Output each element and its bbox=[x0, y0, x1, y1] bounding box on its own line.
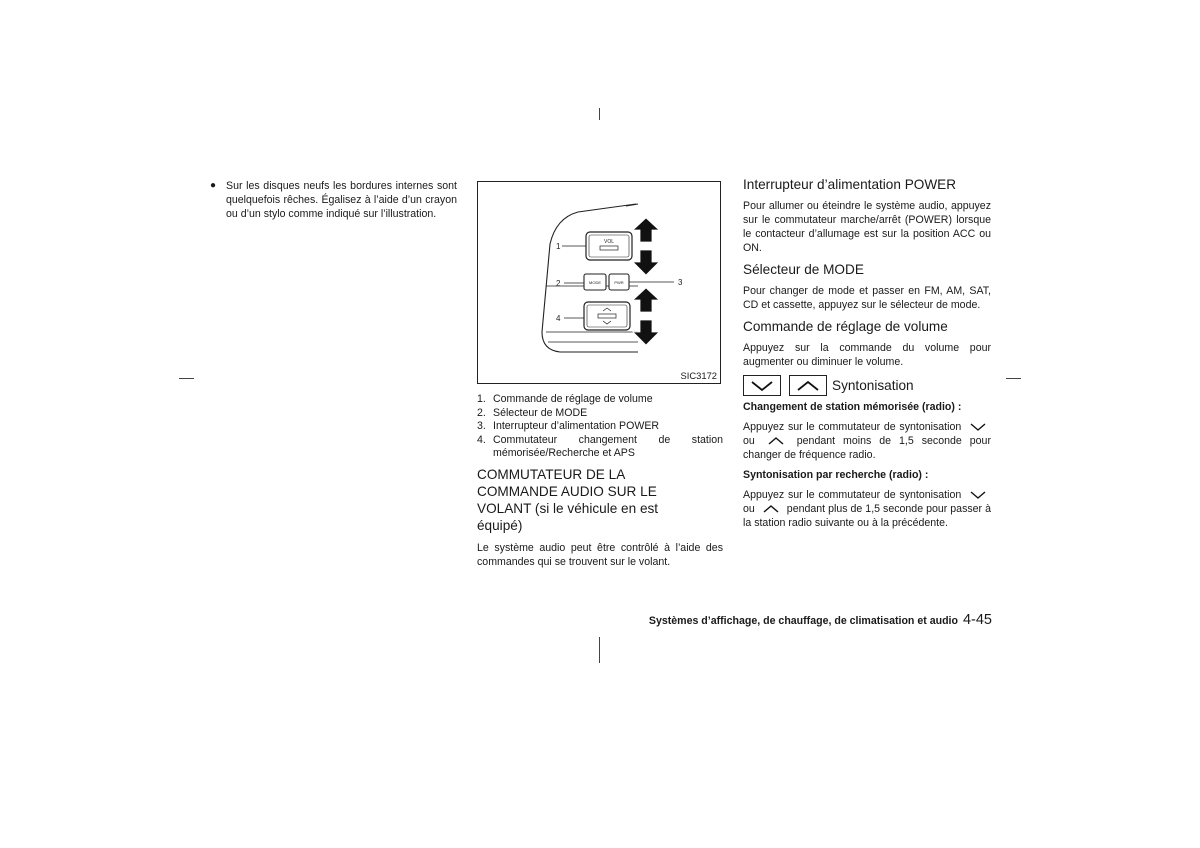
chevron-up-icon bbox=[795, 379, 821, 393]
chevron-down-icon bbox=[967, 421, 989, 433]
tuning-row bbox=[743, 375, 991, 396]
mode-heading: Sélecteur de MODE bbox=[743, 262, 864, 277]
footer-title: Systèmes d’affichage, de chauffage, de climatisation et audio bbox=[648, 615, 958, 627]
bullet-dot: ● bbox=[210, 180, 217, 191]
section-paragraph: Le système audio peut être contrôlé à l’aide des commandes qui se trouvent sur le volant. bbox=[477, 542, 723, 568]
up-arrow-icon bbox=[633, 218, 659, 242]
section-title: COMMUTATEUR DE LA COMMANDE AUDIO SUR LE VOLANT (si le véhicule en est équipé) bbox=[477, 467, 659, 533]
caption-item: 3. Interrupteur d’alimentation POWER bbox=[477, 420, 660, 432]
caption-item: mémorisée/Recherche et APS bbox=[493, 447, 635, 459]
chevron-up-icon bbox=[760, 503, 782, 515]
power-text: Pour allumer ou éteindre le système audio, appuyez sur le commutateur marche/arrêt (POWER) lorsque le contacteur d’allumage est sur la position ACC ou ON. bbox=[743, 200, 991, 254]
up-arrow-icon bbox=[633, 288, 659, 312]
preset-text: Appuyez sur le commutateur de syntonisation ou pendant moins de 1,5 seconde pour changer de fréquence radio. bbox=[743, 421, 991, 461]
caption-item: 2. Sélecteur de MODE bbox=[477, 406, 588, 419]
chevron-down-icon bbox=[749, 379, 775, 393]
left-column bbox=[210, 179, 457, 221]
power-heading: Interrupteur d’alimentation POWER bbox=[743, 177, 957, 192]
volume-heading: Commande de réglage de volume bbox=[743, 319, 948, 334]
page-number: 4-45 bbox=[962, 612, 992, 628]
crop-mark-right bbox=[1006, 378, 1021, 379]
tuning-label: Syntonisation bbox=[832, 378, 914, 393]
seek-text: Appuyez sur le commutateur de syntonisation ou pendant plus de 1,5 seconde pour passer à la station radio suivante ou à la précédente. bbox=[743, 489, 991, 529]
steering-switch-illustration bbox=[478, 182, 722, 385]
chevron-down-icon bbox=[967, 489, 989, 501]
mode-label: MODE bbox=[589, 280, 601, 285]
tuning-button bbox=[584, 302, 630, 330]
chevron-up-icon bbox=[765, 435, 787, 447]
caption-item: 1. Commande de réglage de volume bbox=[477, 393, 653, 405]
volume-text: Appuyez sur la commande du volume pour augmenter ou diminuer le volume. bbox=[743, 342, 991, 368]
callout-2: 2 bbox=[556, 279, 561, 288]
tune-down-button bbox=[743, 375, 781, 396]
pwr-label: PWR bbox=[614, 280, 624, 285]
callout-4: 4 bbox=[556, 314, 561, 323]
vol-label: VOL bbox=[603, 239, 615, 245]
seek-heading: Syntonisation par recherche (radio) : bbox=[743, 469, 929, 481]
figure-code: SIC3172 bbox=[680, 370, 717, 381]
crop-mark-bottom bbox=[599, 637, 600, 663]
callout-1: 1 bbox=[556, 242, 561, 251]
right-column bbox=[743, 176, 991, 536]
caption-item: 4. Commutateur changement de station bbox=[477, 433, 723, 446]
callout-3: 3 bbox=[678, 278, 683, 287]
crop-mark-left bbox=[179, 378, 194, 379]
figure-caption-list bbox=[477, 393, 723, 461]
steering-switch-figure bbox=[477, 181, 721, 384]
down-arrow-icon bbox=[633, 250, 659, 275]
tune-up-button bbox=[789, 375, 827, 396]
bullet-item bbox=[210, 179, 457, 221]
crop-mark-top bbox=[599, 108, 600, 120]
page-footer bbox=[560, 611, 992, 629]
bullet-text: Sur les disques neufs les bordures internes sont quelquefois rêches. Égalisez à l’aide d’un crayon ou d’un stylo comme indiqué sur l’illustration. bbox=[226, 180, 457, 220]
preset-heading: Changement de station mémorisée (radio) : bbox=[743, 401, 962, 413]
mode-text: Pour changer de mode et passer en FM, AM, SAT, CD et cassette, appuyez sur le sélecteur de mode. bbox=[743, 285, 991, 311]
down-arrow-icon bbox=[633, 320, 659, 345]
